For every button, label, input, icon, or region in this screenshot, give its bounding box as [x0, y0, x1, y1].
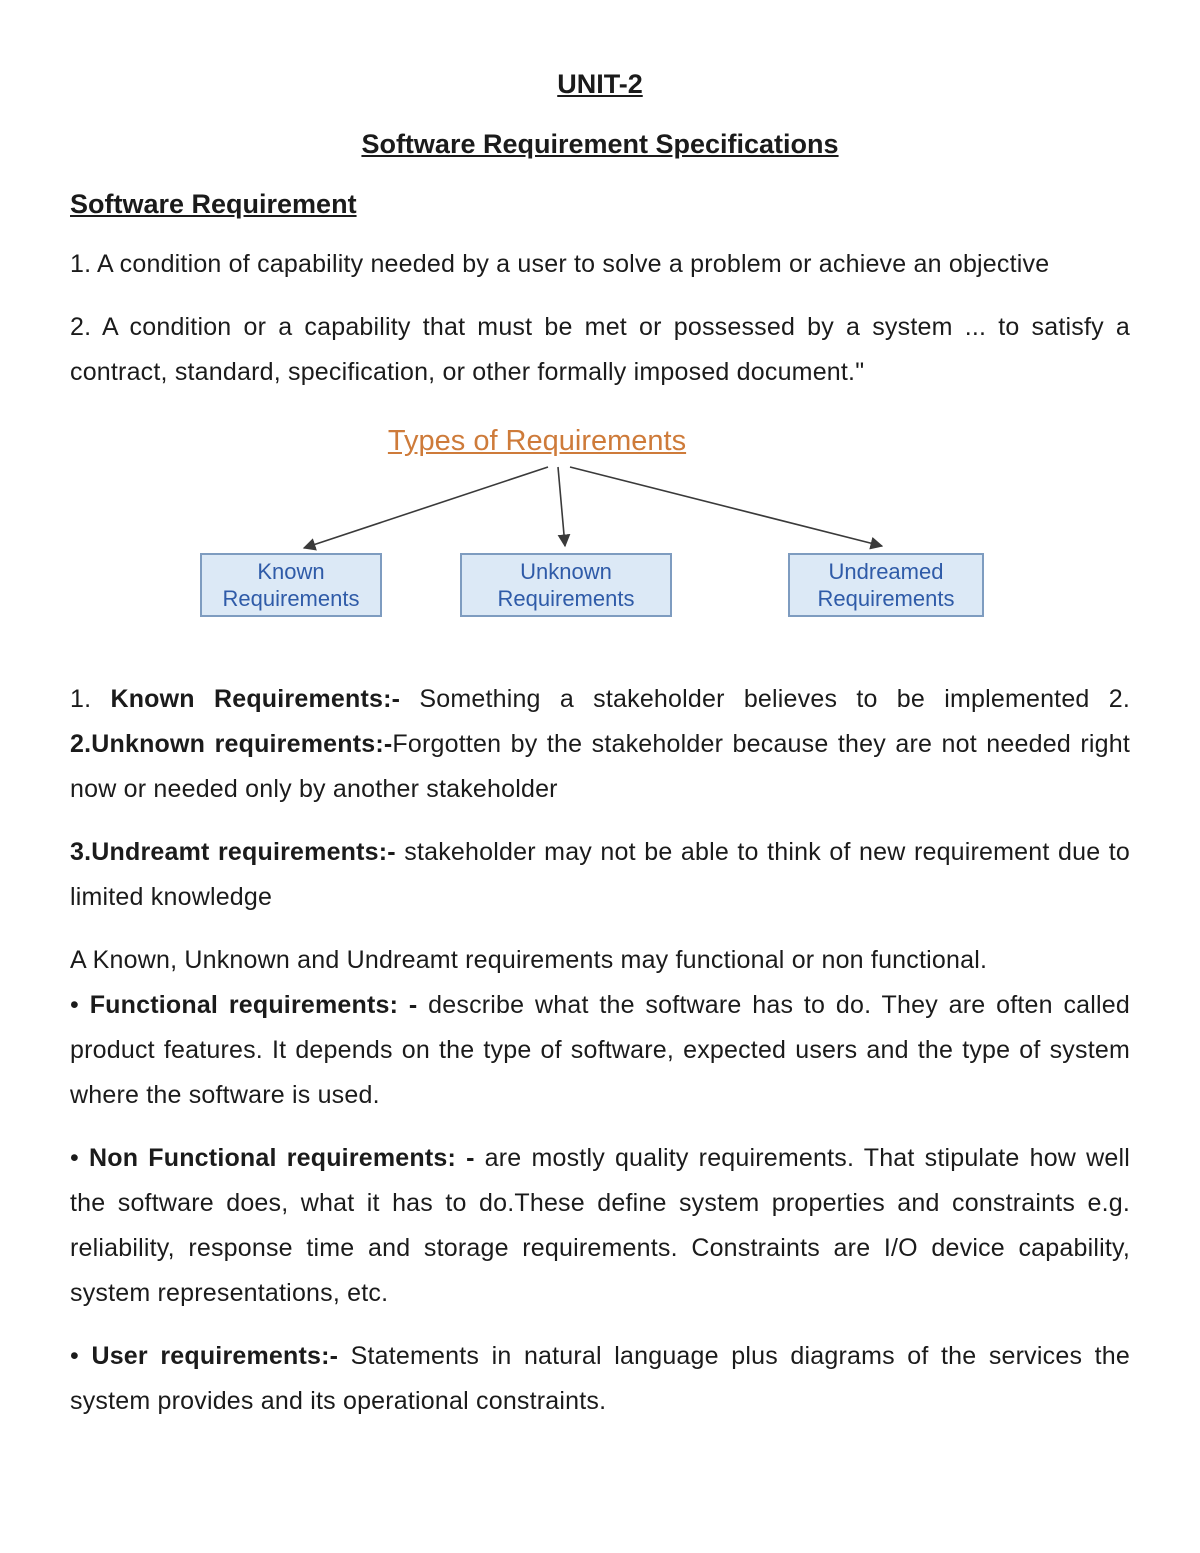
document-subtitle: Software Requirement Specifications	[361, 129, 839, 159]
text-run: Something a stakeholder believes to be implemented 2.	[400, 685, 1130, 713]
text-run: •	[70, 1144, 90, 1172]
text-run: Functional requirements: -	[89, 991, 429, 1019]
text-run: 2.Unknown requirements:-	[70, 730, 393, 758]
text-run: •	[70, 1342, 92, 1370]
text-run: A Known, Unknown and Undreamt requirements may functional or non functional.	[70, 946, 988, 974]
types-of-requirements-diagram	[70, 421, 1130, 621]
paragraph-functional-requirements	[70, 983, 1130, 1118]
text-run: 1. A condition of capability needed by a user to solve a problem or achieve an objective	[70, 250, 1050, 278]
functional-section	[70, 938, 1130, 1118]
section-heading: Software Requirement	[70, 189, 357, 219]
text-run: 2. A condition or a capability that must be met or possessed by a system ... to satisfy a contract, standard, specification, or other formally imposed document."	[70, 313, 1130, 386]
paragraph-definition-1	[70, 242, 1130, 287]
diagram-title: Types of Requirements	[387, 425, 687, 457]
text-run: •	[70, 991, 90, 1019]
paragraph-definition-2	[70, 305, 1130, 395]
text-run: stakeholder may not be able to think of new requirement due to limited knowledge	[70, 838, 1130, 911]
paragraph-non-functional-requirements	[70, 1136, 1130, 1316]
text-run: Forgotten by the stakeholder because they are not needed right now or needed only by another stakeholder	[70, 730, 1130, 803]
paragraph-user-requirements	[70, 1334, 1130, 1424]
paragraph-known-unknown-requirements	[70, 677, 1130, 812]
undreamed-requirements-box: Undreamed Requirements	[788, 553, 984, 617]
text-run: Non Functional requirements: -	[89, 1144, 485, 1172]
text-run: Known Requirements:-	[110, 685, 401, 713]
text-run: are mostly quality requirements. That stipulate how well the software does, what it has to do.These define system properties and constraints e.g. reliability, response time and storage requirements. Constraints are I/O device capability, system representations, etc.	[70, 1144, 1130, 1307]
document-title: UNIT-2	[557, 69, 643, 99]
text-run: 1.	[70, 685, 111, 713]
text-run: describe what the software has to do. They are often called product features. It depends on the type of software, expected users and the type of system where the software is used.	[70, 991, 1131, 1109]
known-requirements-box: Known Requirements	[200, 553, 382, 617]
text-run: 3.Undreamt requirements:-	[70, 838, 396, 866]
paragraph-functional-intro	[70, 938, 1130, 983]
unknown-requirements-box: Unknown Requirements	[460, 553, 672, 617]
text-run: Statements in natural language plus diagrams of the services the system provides and its operational constraints.	[70, 1342, 1130, 1415]
text-run: User requirements:-	[91, 1342, 351, 1370]
paragraph-undreamt-requirements	[70, 830, 1130, 920]
